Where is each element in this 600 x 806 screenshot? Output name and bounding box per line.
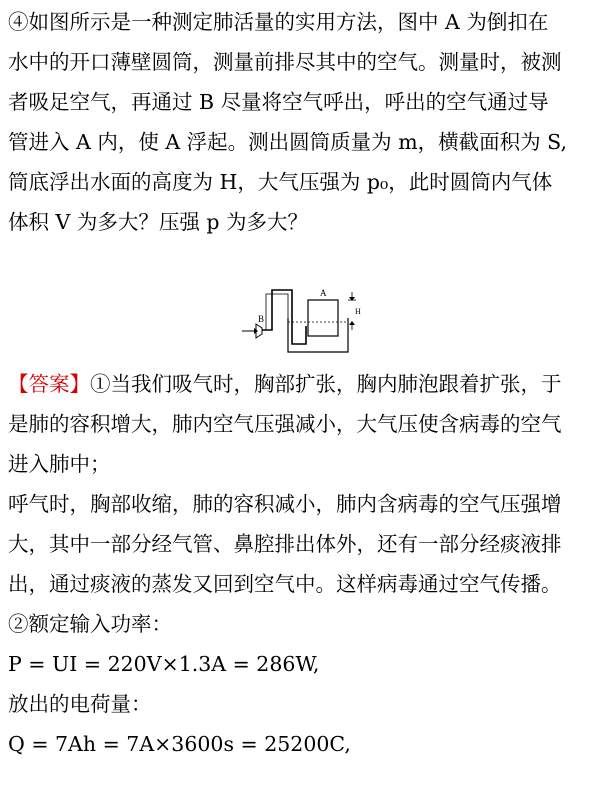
answer-line: 进入肺中； [8,452,111,476]
lung-capacity-figure [236,282,366,358]
answer-line: 呼气时，胸部收缩，肺的容积减小，肺内含病毒的空气压强增 [8,492,562,516]
connecting-tube [262,290,306,344]
question-line: 水中的开口薄壁圆筒，测量前排尽其中的空气。测量时，被测 [8,50,562,74]
question-text [8,2,594,242]
label-h: H [355,307,361,316]
answer-tag: 【答案】 [8,372,90,396]
answer-line: 是肺的容积增大，肺内空气压强减小，大气压使含病毒的空气 [8,412,562,436]
answer-line: P = UI = 220V×1.3A = 286W, [8,652,320,676]
label-a: A [320,288,327,298]
answer-text [8,364,594,764]
answer-line: ②额定输入功率： [8,612,172,636]
question-line: 管进入 A 内，使 A 浮起。测出圆筒质量为 m，横截面积为 S, [8,130,567,154]
answer-line [8,364,594,404]
label-b: B [258,314,265,324]
answer-line: 大，其中一部分经气管、鼻腔排出体外，还有一部分经痰液排 [8,532,562,556]
answer-line-text: ①当我们吸气时，胸部扩张，胸内肺泡跟着扩张，于 [90,372,562,396]
question-line: ④如图所示是一种测定肺活量的实用方法，图中 A 为倒扣在 [8,10,549,34]
water-tank [288,318,348,352]
answer-line: 出，通过痰液的蒸发又回到空气中。这样病毒通过空气传播。 [8,572,562,596]
answer-line: Q = 7Ah = 7A×3600s = 25200C, [8,732,351,756]
answer-line: 放出的电荷量： [8,692,152,716]
cylinder-a [308,300,338,336]
question-line: 筒底浮出水面的高度为 H，大气压强为 p₀，此时圆筒内气体 [8,170,553,194]
apparatus-diagram [236,282,366,358]
question-line: 者吸足空气，再通过 B 尽量将空气呼出，呼出的空气通过导 [8,90,549,114]
question-line: 体积 V 为多大？压强 p 为多大？ [8,210,308,234]
